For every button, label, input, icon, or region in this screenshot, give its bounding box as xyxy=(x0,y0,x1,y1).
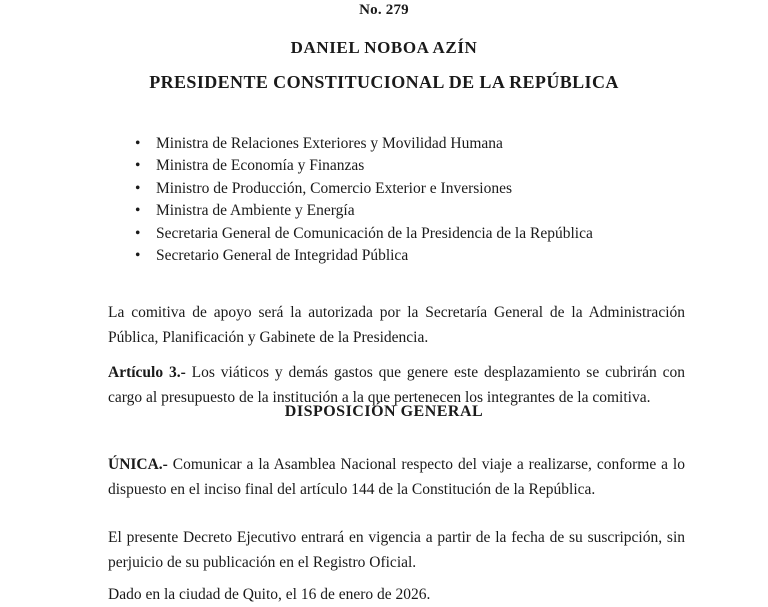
list-item xyxy=(108,133,685,155)
bullet-icon: • xyxy=(135,179,141,197)
list-item-label: Ministro de Producción, Comercio Exterior e Inversiones xyxy=(156,179,512,197)
unica-label: ÚNICA.- xyxy=(108,455,168,473)
paragraph-unica xyxy=(108,452,685,502)
list-item-label: Secretaria General de Comunicación de la Presidencia de la República xyxy=(156,224,593,242)
signatory-title-heading: PRESIDENTE CONSTITUCIONAL DE LA REPÚBLICA xyxy=(149,72,619,92)
signatory-name-heading: DANIEL NOBOA AZÍN xyxy=(290,38,478,57)
unica-text: Comunicar a la Asamblea Nacional respecto del viaje a realizarse, conforme a lo dispuesto en el inciso final del artículo 144 de la Constitución de la República. xyxy=(108,455,685,498)
list-item xyxy=(108,178,685,200)
paragraph-articulo-3 xyxy=(108,360,685,410)
bullet-icon: • xyxy=(135,224,141,242)
bullet-icon: • xyxy=(135,247,141,265)
paragraph-dado-en: Dado en la ciudad de Quito, el 16 de enero de 2026. xyxy=(108,585,431,603)
list-item-label: Ministra de Economía y Finanzas xyxy=(156,157,365,175)
list-item xyxy=(108,245,685,267)
list-item xyxy=(108,223,685,245)
list-item-label: Ministra de Relaciones Exteriores y Movilidad Humana xyxy=(156,135,503,152)
document-number: No. 279 xyxy=(359,2,409,18)
list-item xyxy=(108,155,685,177)
paragraph-vigencia: El presente Decreto Ejecutivo entrará en vigencia a partir de la fecha de su suscripción, sin perjuicio de su publicación en el Registro Oficial. xyxy=(108,528,685,571)
bullet-icon: • xyxy=(135,135,141,152)
bullet-icon: • xyxy=(135,202,141,220)
list-item-label: Secretario General de Integridad Pública xyxy=(156,247,409,265)
articulo-3-text: Los viáticos y demás gastos que genere este desplazamiento se cubrirán con cargo al presupuesto de la institución a la que pertenecen los integrantes de la comitiva. xyxy=(108,363,685,406)
list-item-label: Ministra de Ambiente y Energía xyxy=(156,202,355,220)
bullet-icon: • xyxy=(135,157,141,175)
section-heading-disposicion-general: DISPOSICIÓN GENERAL xyxy=(284,403,484,420)
list-item xyxy=(108,200,685,222)
officials-list xyxy=(108,133,685,267)
articulo-3-label: Artículo 3.- xyxy=(108,363,186,381)
paragraph-comitiva: La comitiva de apoyo será la autorizada por la Secretaría General de la Administración Pública, Planificación y Gabinete de la Presidencia. xyxy=(108,303,685,346)
